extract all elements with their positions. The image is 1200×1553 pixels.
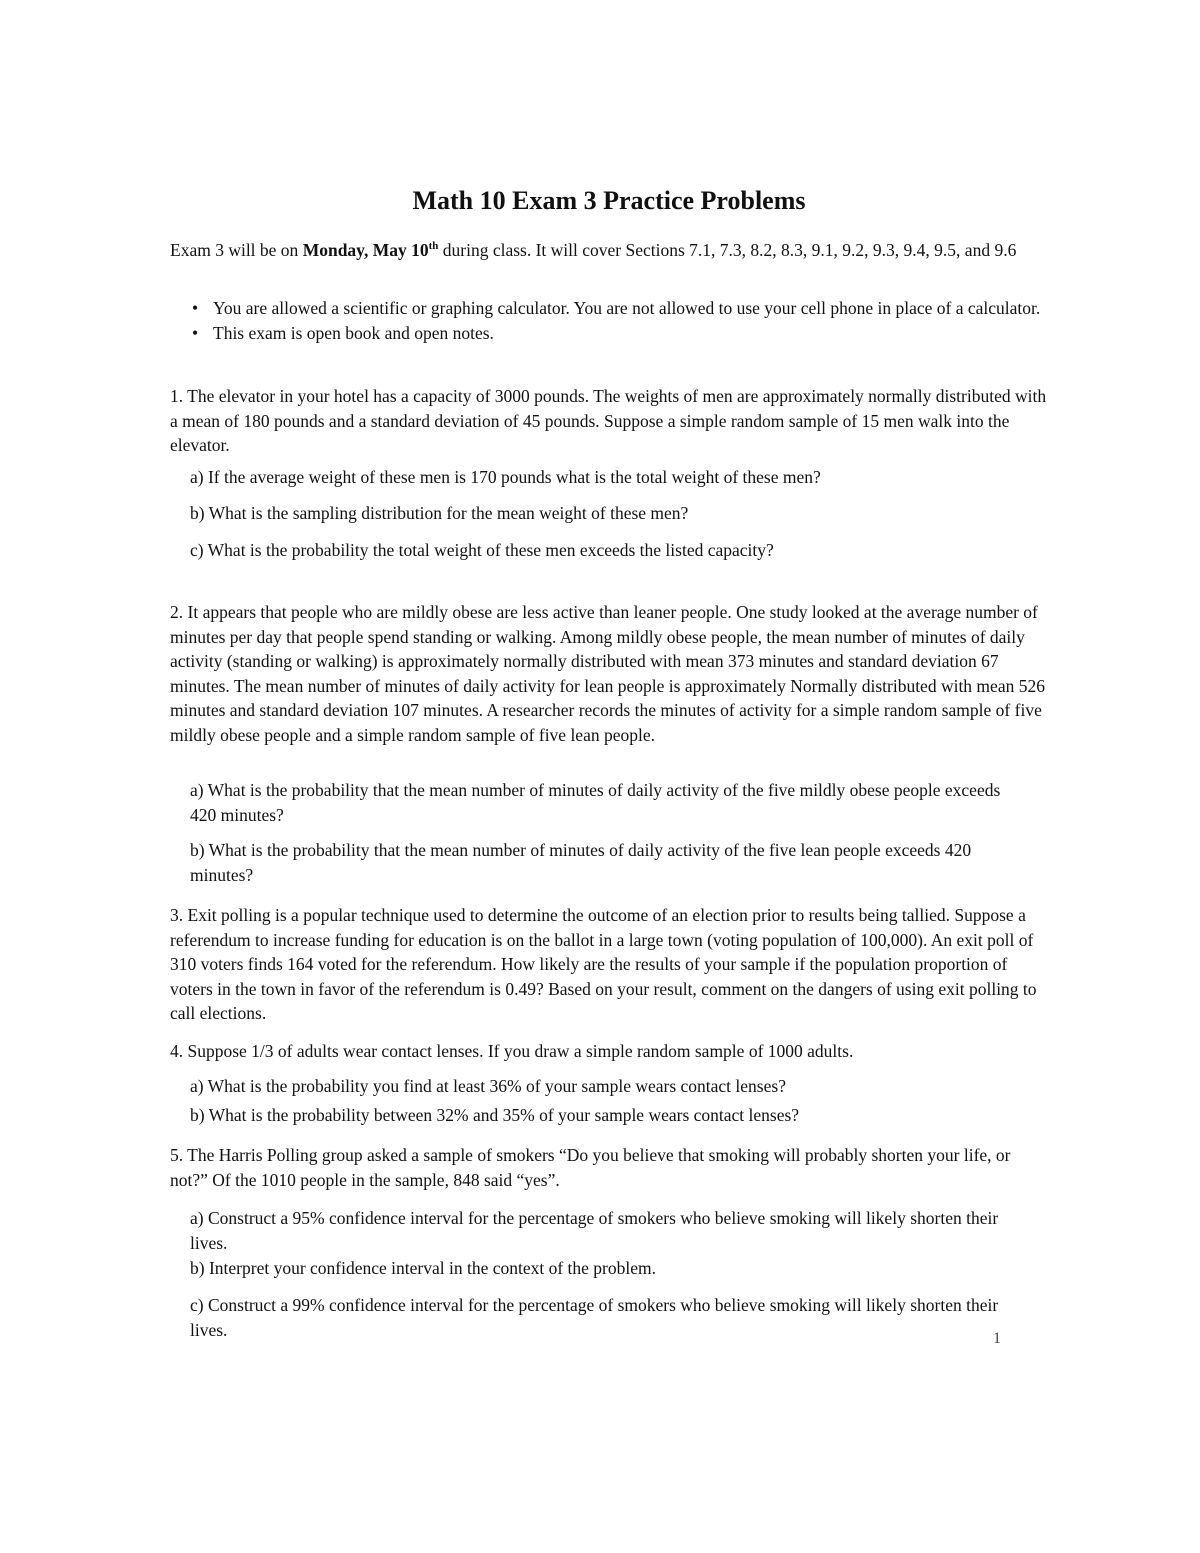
problem-4-text: 4. Suppose 1/3 of adults wear contact lenses. If you draw a simple random sample of 1000 adults. [170,1041,854,1061]
problem-3-text: 3. Exit polling is a popular technique used to determine the outcome of an election prior to results being tallied. Suppose a referendum to increase funding for education is on the ballot in a large town (voting population of 100,000). An exit poll of 310 voters finds 164 voted for the referendum. How likely are the results of your sample if the population proportion of voters in the town in favor of the referendum is 0.49? Based on your result, comment on the dangers of using exit polling to call elections. [170,905,1037,1023]
problem-5a: a) Construct a 95% confidence interval for the percentage of smokers who believe smoking will likely shorten their lives. [190,1208,999,1253]
list-item-text: You are allowed a scientific or graphing calculator. You are not allowed to use your cell phone in place of a calculator. [213,298,1041,318]
list-item-text: This exam is open book and open notes. [213,322,494,343]
intro-prefix: Exam 3 will be on [170,240,303,260]
intro-suffix: during class. It will cover Sections 7.1, 7.3, 8.2, 8.3, 9.1, 9.2, 9.3, 9.4, 9.5, and 9.6 [438,240,1017,260]
problem-5c: c) Construct a 99% confidence interval for the percentage of smokers who believe smoking will likely shorten their lives. [190,1295,999,1340]
problem-1b: b) What is the sampling distribution for the mean weight of these men? [190,503,689,523]
exam-rules-list [190,296,1060,345]
exam-intro [170,238,1040,263]
problem-1a: a) If the average weight of these men is 170 pounds what is the total weight of these men? [190,467,821,487]
problem-2-text: 2. It appears that people who are mildly obese are less active than leaner people. One study looked at the average number of minutes per day that people spend standing or walking. Among mildly obese people, the mean number of minutes of daily activity (standing or walking) is approximately normally distributed with mean 373 minutes and standard deviation 67 minutes. The mean number of minutes of daily activity for lean people is approximately Normally distributed with mean 526 minutes and standard deviation 107 minutes. A researcher records the minutes of activity for a simple random sample of five mildly obese people and a simple random sample of five lean people. [170,602,1045,745]
exam-date-suffix: th [428,240,439,252]
list-item [190,296,1060,321]
problem-1c: c) What is the probability the total weight of these men exceeds the listed capacity? [190,540,774,560]
page-number: 1 [993,1330,1001,1347]
page-title: Math 10 Exam 3 Practice Problems [412,186,806,215]
problem-2a: a) What is the probability that the mean number of minutes of daily activity of the five mildly obese people exceeds 420 minutes? [190,780,1001,825]
problem-4a: a) What is the probability you find at least 36% of your sample wears contact lenses? [190,1076,786,1096]
problem-2b: b) What is the probability that the mean number of minutes of daily activity of the five lean people exceeds 420 minutes? [190,840,972,885]
list-item [190,321,1060,346]
problem-4b: b) What is the probability between 32% and 35% of your sample wears contact lenses? [190,1105,800,1125]
exam-date-text: Monday, May 10 [302,240,429,260]
problem-5b: b) Interpret your confidence interval in the context of the problem. [190,1258,657,1278]
problem-1-text: 1. The elevator in your hotel has a capacity of 3000 pounds. The weights of men are approximately normally distributed with a mean of 180 pounds and a standard deviation of 45 pounds. Suppose a simple random sample of 15 men walk into the elevator. [170,386,1047,455]
exam-date [303,240,439,260]
bullet-icon: • [192,322,199,343]
bullet-icon: • [192,298,199,318]
problem-5-text: 5. The Harris Polling group asked a sample of smokers “Do you believe that smoking will probably shorten your life, or not?” Of the 1010 people in the sample, 848 said “yes”. [170,1145,1011,1190]
